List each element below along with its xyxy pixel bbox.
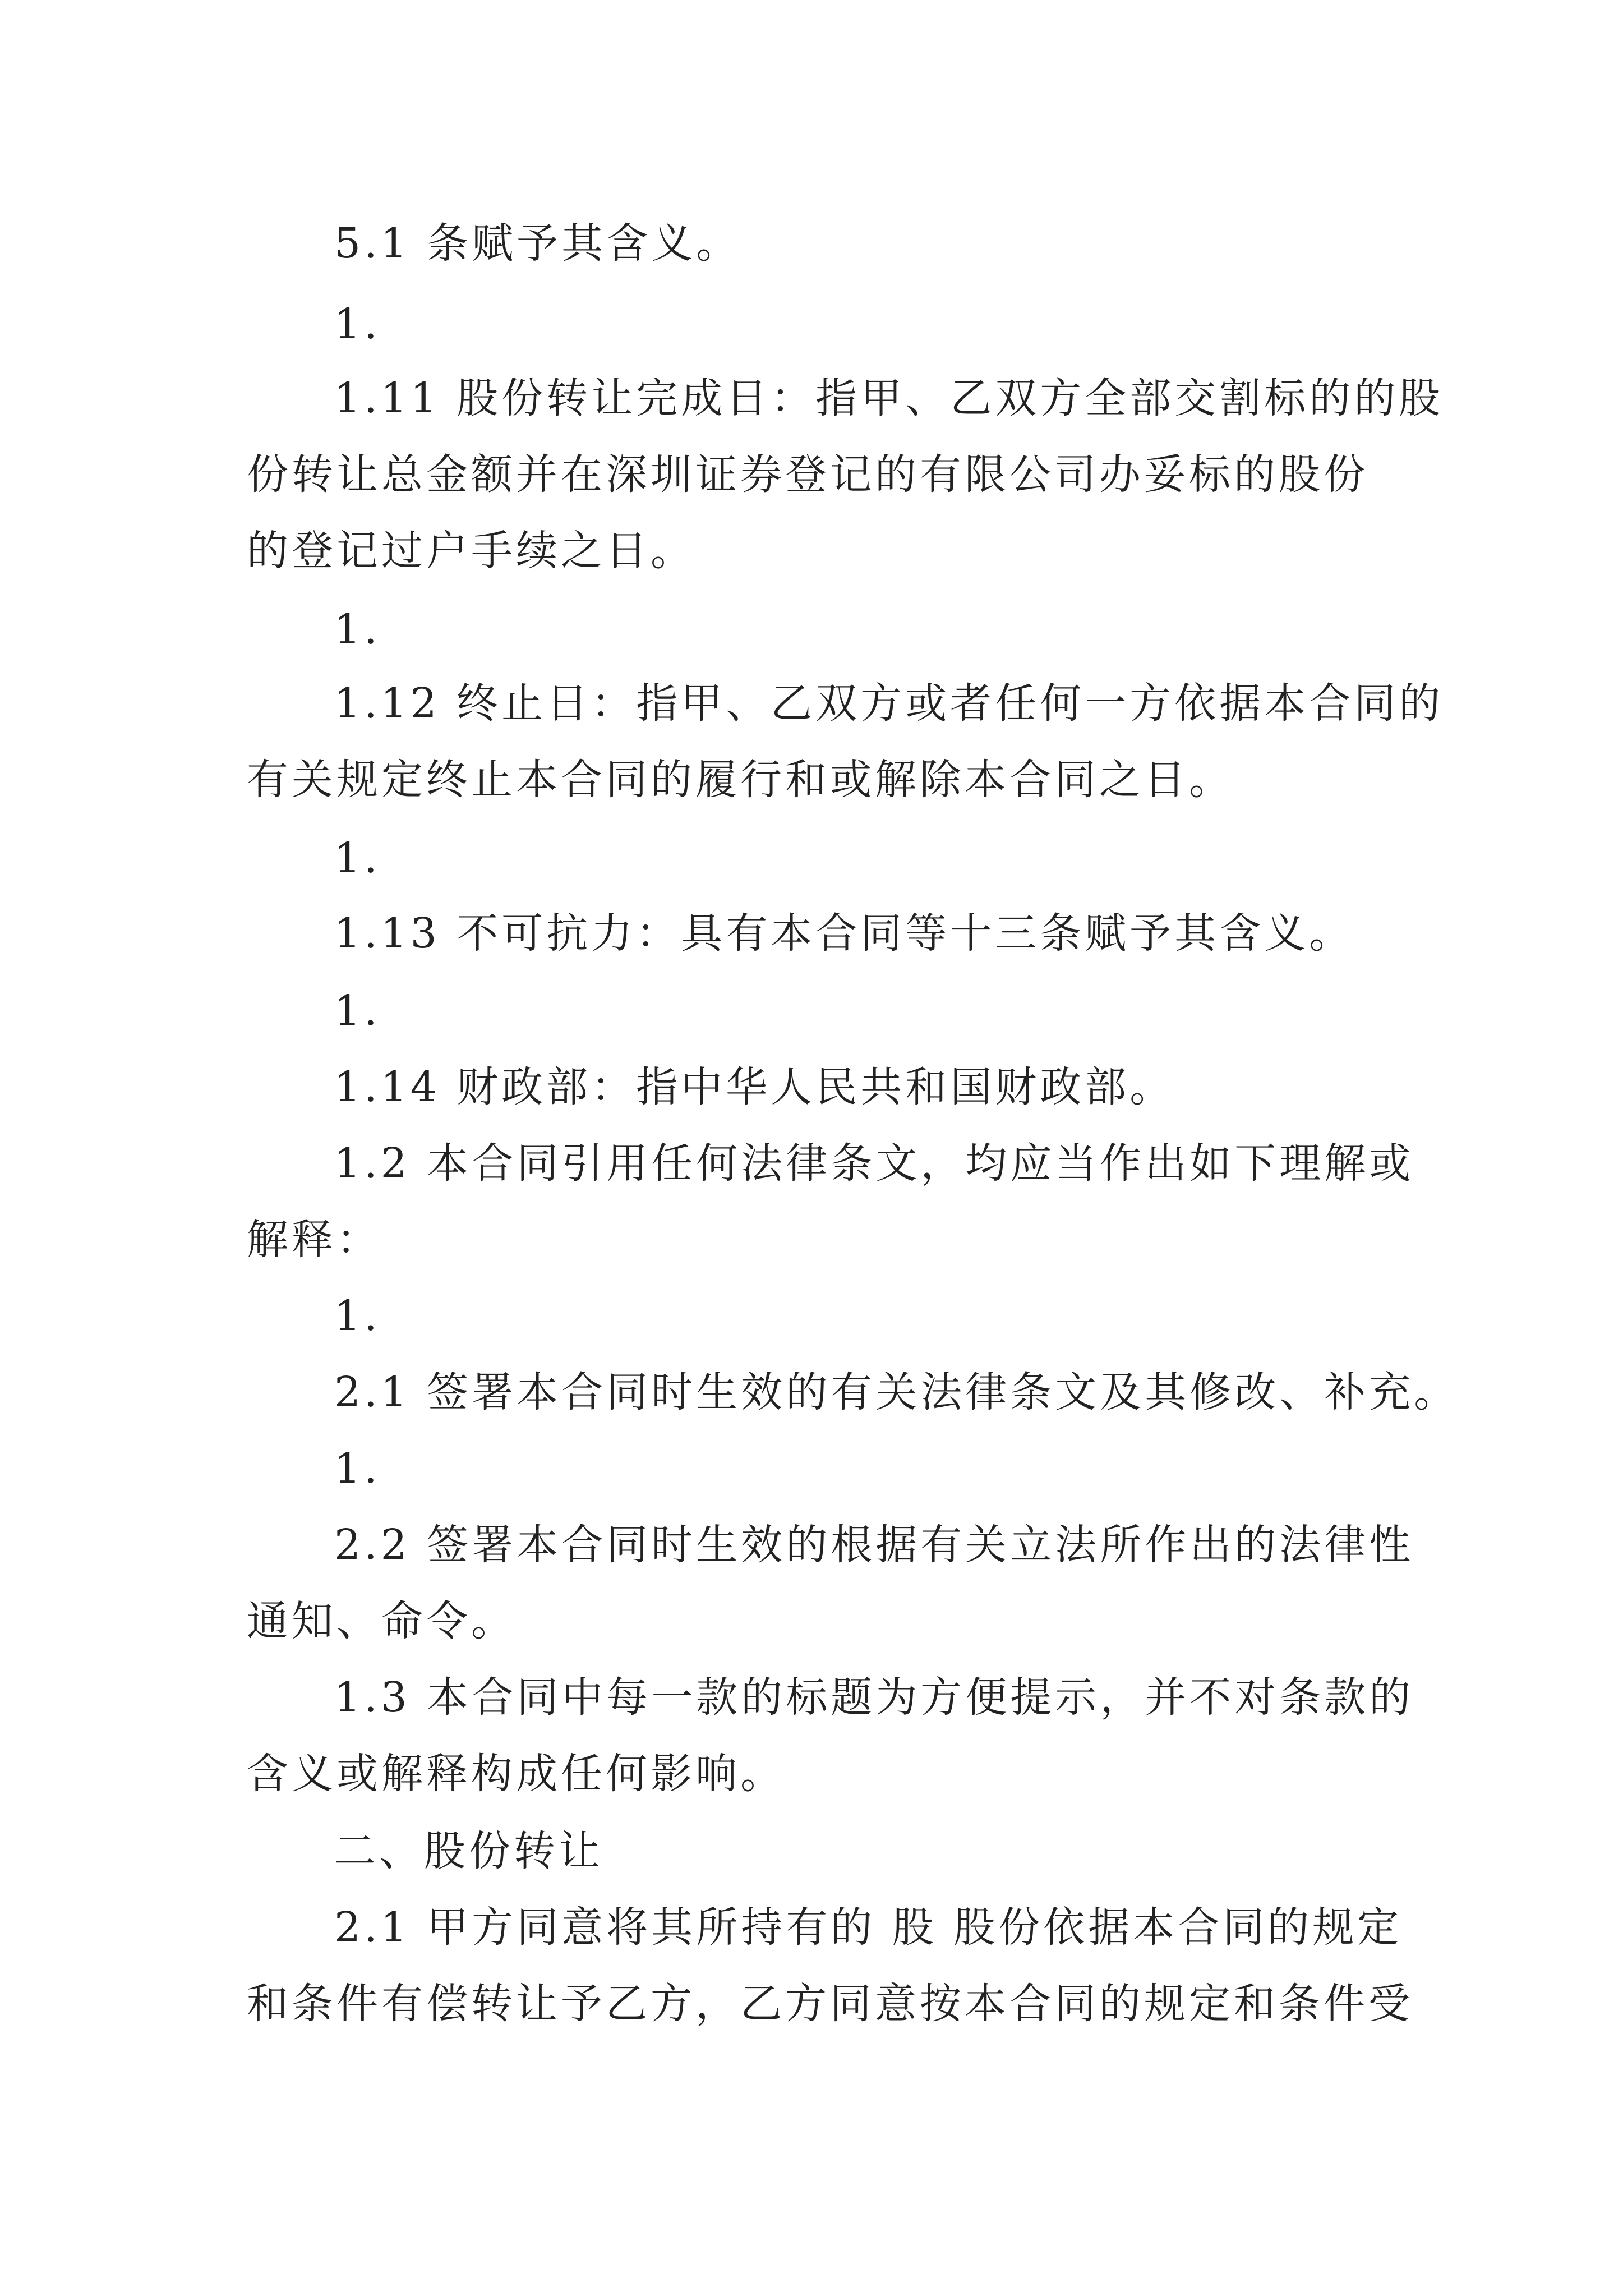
text-line: 1.: [334, 834, 381, 882]
text-line: 和条件有偿转让予乙方，乙方同意按本合同的规定和条件受: [247, 1980, 1413, 2028]
text-line: 含义或解释构成任何影响。: [247, 1750, 785, 1798]
text-line: 1.12 终止日：指甲、乙双方或者任何一方依据本合同的: [334, 679, 1444, 728]
text-line: 的登记过户手续之日。: [247, 527, 695, 575]
text-line: 通知、命令。: [247, 1597, 516, 1645]
text-line: 2.2 签署本合同时生效的根据有关立法所作出的法律性: [334, 1521, 1414, 1569]
text-line: 1.13 不可抗力：具有本合同等十三条赋予其含义。: [334, 909, 1354, 958]
text-line: 1.: [334, 605, 381, 654]
text-line: 解释：: [247, 1216, 381, 1264]
text-line: 5.1 条赋予其含义。: [334, 219, 741, 268]
text-line: 1.14 财政部：指中华人民共和国财政部。: [334, 1063, 1175, 1111]
text-line: 1.: [334, 300, 381, 348]
text-line: 1.: [334, 987, 381, 1035]
text-line: 1.: [334, 1444, 381, 1493]
text-line: 1.11 股份转让完成日：指甲、乙双方全部交割标的的股: [334, 374, 1444, 422]
text-line: 份转让总金额并在深圳证券登记的有限公司办妥标的股份: [247, 450, 1368, 499]
text-line: 1.2 本合同引用任何法律条文，均应当作出如下理解或: [334, 1139, 1414, 1188]
text-line: 2.1 甲方同意将其所持有的 股 股份依据本合同的规定: [334, 1903, 1403, 1952]
text-line: 1.3 本合同中每一款的标题为方便提示，并不对条款的: [334, 1673, 1414, 1722]
text-line: 2.1 签署本合同时生效的有关法律条文及其修改、补充。: [334, 1368, 1459, 1416]
section-heading: 二、股份转让: [334, 1827, 603, 1875]
text-line: 1.: [334, 1292, 381, 1340]
text-line: 有关规定终止本合同的履行和或解除本合同之日。: [247, 756, 1234, 804]
